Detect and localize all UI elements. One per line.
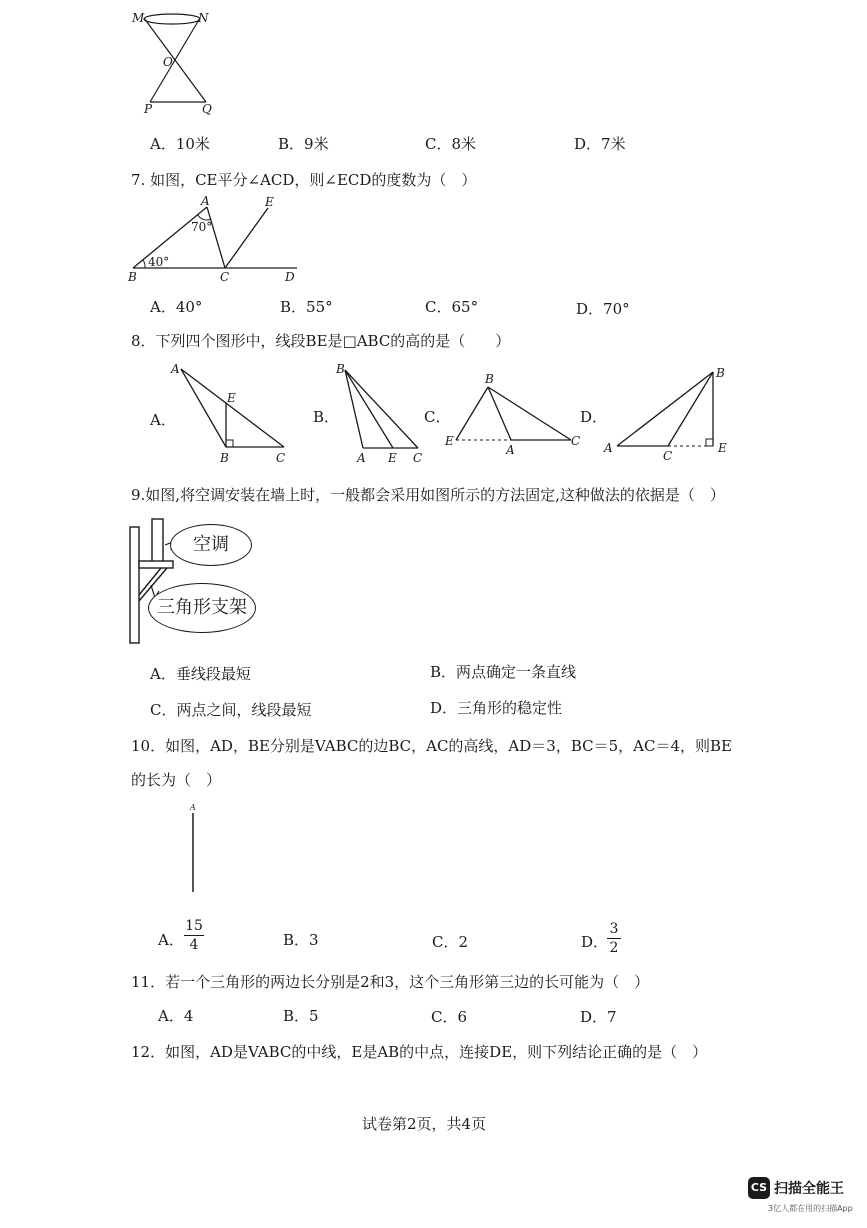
q8-letter-c: C． (424, 408, 451, 426)
q7-option-d: D．70° (576, 300, 630, 318)
q7-label-b: B (128, 270, 137, 284)
q6-option-b: B．9米 (278, 135, 329, 153)
q10-option-d-denominator: 2 (609, 940, 619, 956)
q8b-label-b: B (336, 362, 345, 376)
q7-option-c: C．65° (425, 298, 479, 316)
q8b-label-e: E (388, 451, 397, 465)
q8c-label-b: B (485, 372, 494, 386)
q8d-label-b: B (716, 366, 725, 380)
q8b-label-c: C (413, 451, 423, 465)
q12-stem: 12．如图，AD是VABC的中线，E是AB的中点，连接DE，则下列结论正确的是（ ） (131, 1043, 708, 1061)
q9-option-d: D．三角形的稳定性 (430, 699, 563, 717)
q10-stem-line1: 10．如图，AD，BE分别是VABC的边BC，AC的高线，AD＝3，BC＝5，AC＝4，则BE (131, 737, 732, 755)
q8d-label-c: C (663, 449, 673, 463)
q8-figure-d (600, 362, 740, 462)
q9-option-a: A．垂线段最短 (150, 665, 251, 683)
q11-stem: 11．若一个三角形的两边长分别是2和3，这个三角形第三边的长可能为（ ） (131, 973, 650, 991)
q11-option-c: C．6 (431, 1008, 468, 1026)
q7-label-e: E (265, 195, 274, 209)
q8d-label-a: A (604, 441, 613, 455)
q10-option-b: B．3 (283, 931, 319, 949)
q6-figure (130, 5, 220, 115)
q9-option-b: B．两点确定一条直线 (430, 663, 577, 681)
q10-figure (186, 800, 200, 896)
q7-angle-a: 70° (191, 220, 213, 234)
q6-label-o: O (163, 55, 173, 69)
q8a-label-b: B (220, 451, 229, 465)
q10-option-a-denominator: 4 (189, 937, 199, 953)
q8a-label-e: E (227, 391, 236, 405)
q8b-label-a: A (357, 451, 366, 465)
camscanner-logo: CS (748, 1177, 770, 1199)
q7-option-a: A．40° (150, 298, 203, 316)
q6-option-c: C．8米 (425, 135, 477, 153)
q10-stem-line2: 的长为（ ） (131, 771, 222, 789)
q11-option-a: A．4 (158, 1007, 194, 1025)
q8-letter-b: B． (313, 408, 340, 426)
q10-option-c: C．2 (432, 933, 469, 951)
q8a-label-a: A (171, 362, 180, 376)
q10-option-d-letter: D． (581, 933, 609, 951)
q8-letter-d: D． (580, 408, 608, 426)
q10-option-a-numerator: 15 (185, 918, 203, 934)
q7-label-c: C (220, 270, 230, 284)
fraction-bar (607, 938, 621, 939)
q7-label-a: A (201, 194, 210, 208)
q7-angle-b: 40° (148, 255, 170, 269)
q11-option-d: D．7 (580, 1008, 617, 1026)
q6-label-q: Q (202, 102, 212, 116)
q9-bubble-bracket: 三角形支架 (148, 583, 256, 633)
q11-option-b: B．5 (283, 1007, 319, 1025)
q6-label-m: M (132, 11, 145, 25)
q8-letter-a: A． (150, 411, 176, 429)
q6-option-d: D．7米 (574, 135, 626, 153)
q10-option-a-letter: A． (158, 931, 184, 949)
q6-label-p: P (144, 102, 153, 116)
q8a-label-c: C (276, 451, 286, 465)
page-footer: 试卷第2页，共4页 (362, 1115, 487, 1133)
fraction-bar (184, 935, 204, 936)
q10-label-a: A (190, 803, 196, 812)
q7-option-b: B．55° (280, 298, 333, 316)
q10-option-d-numerator: 3 (609, 921, 619, 937)
q6-label-n: N (198, 11, 209, 25)
q10-option-d-fraction (607, 921, 621, 956)
q8c-label-a: A (506, 443, 515, 457)
camscanner-name: 扫描全能王 (774, 1181, 844, 1197)
q9-bubble-aircon: 空调 (170, 524, 252, 566)
q7-label-d: D (285, 270, 295, 284)
q7-figure (125, 193, 310, 285)
q8-figure-c (443, 368, 588, 460)
q8-stem: 8．下列四个图形中，线段BE是□ABC的高的是（ ） (131, 332, 511, 350)
q8-figure-b (333, 360, 428, 468)
q8c-label-e: E (445, 434, 454, 448)
q6-option-a: A．10米 (150, 135, 210, 153)
q9-stem: 9.如图,将空调安装在墙上时，一般都会采用如图所示的方法固定,这种做法的依据是（ ） (131, 486, 725, 504)
camscanner-tagline: 3亿人都在用的扫描App (768, 1204, 853, 1213)
q9-option-c: C．两点之间，线段最短 (150, 701, 312, 719)
q7-stem: 7. 如图，CE平分∠ACD，则∠ECD的度数为（ ） (131, 171, 477, 189)
q10-option-a-fraction (184, 918, 204, 953)
q8-figure-a (168, 360, 293, 468)
q8c-label-c: C (571, 434, 581, 448)
q8d-label-e: E (718, 441, 727, 455)
